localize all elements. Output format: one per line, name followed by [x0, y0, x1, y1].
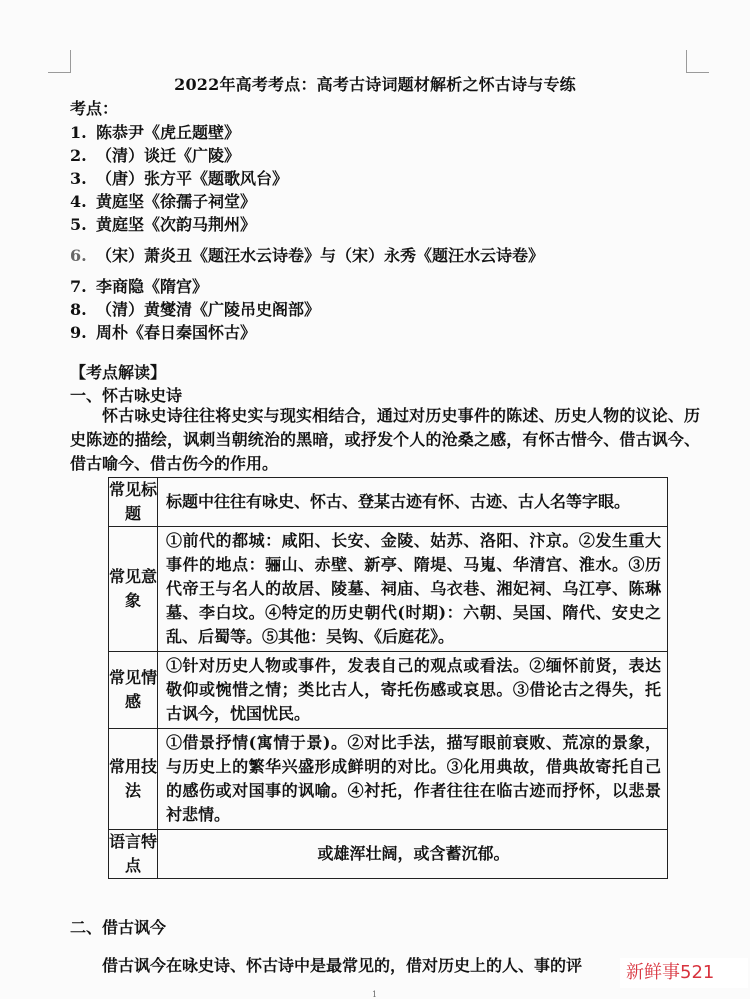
table-value-cell: ①针对历史人物或事件，发表自己的观点或看法。②缅怀前贤，表达敬仰或惋惜之情；类比古人，寄托伤感或哀思。③借论古之得失，托古讽今，忧国忧民。: [158, 652, 668, 729]
list-item-text: （宋）萧炎丑《题汪水云诗卷》与（宋）永秀《题汪水云诗卷》: [96, 246, 545, 265]
list-item-number: 2.: [70, 146, 87, 165]
kaodian-heading: 考点：: [70, 99, 119, 118]
interpretation-heading: 【考点解读】: [70, 363, 167, 382]
list-item: [70, 320, 256, 343]
table-row: [109, 652, 668, 729]
section-heading: 二、借古讽今: [70, 918, 167, 937]
list-item: [70, 243, 544, 266]
list-item: [70, 166, 288, 189]
table-key-cell: 常用技法: [109, 729, 158, 830]
list-item-text: 黄庭坚《次韵马荆州》: [96, 215, 257, 234]
list-item: [70, 274, 208, 297]
list-item-number: 7.: [70, 277, 87, 296]
list-item-text: （唐）张方平《题歌风台》: [96, 169, 289, 188]
table-value-cell: 或雄浑壮阔，或含蓄沉郁。: [158, 830, 668, 879]
watermark: 新鲜事521: [620, 958, 748, 988]
list-item-text: （清）黄燮清《广陵吊史阁部》: [96, 300, 321, 319]
list-item-text: （清）谈迁《广陵》: [96, 146, 241, 165]
poetry-feature-table: [108, 477, 668, 879]
list-item: [70, 120, 240, 143]
table-key-cell: 常见标题: [109, 478, 158, 527]
list-item: [70, 189, 256, 212]
section-paragraph: 怀古咏史诗往往将史实与现实相结合，通过对历史事件的陈述、历史人物的议论、历史陈迹的描绘，讽刺当朝统治的黑暗，或抒发个人的沧桑之感，有怀古惜今、借古讽今、借古喻今、借古伤今的作用。: [70, 406, 700, 473]
table-row: [109, 478, 668, 527]
crop-mark-top-left: [48, 50, 71, 73]
list-item: [70, 143, 240, 166]
section-paragraph: 借古讽今在咏史诗、怀古诗中是最常见的，借对历史上的人、事的评: [102, 956, 583, 975]
table-key-cell: 语言特点: [109, 830, 158, 879]
list-item-number: 5.: [70, 215, 87, 234]
table-value-cell: ①借景抒情(寓情于景)。②对比手法，描写眼前衰败、荒凉的景象，与历史上的繁华兴盛形成鲜明的对比。③化用典故，借典故寄托自己的感伤或对国事的讽喻。④衬托，作者往往在临古迹而抒怀，以悲景衬悲情。: [158, 729, 668, 830]
list-item-number: 3.: [70, 169, 87, 188]
table-row: [109, 729, 668, 830]
list-item-text: 李商隐《隋宫》: [96, 277, 209, 296]
list-item-number: 1.: [70, 123, 87, 142]
page-number: 1: [372, 990, 378, 999]
table-row: [109, 527, 668, 652]
table-value-cell: ①前代的都城：咸阳、长安、金陵、姑苏、洛阳、汴京。②发生重大事件的地点：骊山、赤壁、新亭、隋堤、马嵬、华清宫、淮水。③历代帝王与名人的故居、陵墓、祠庙、乌衣巷、湘妃祠、乌江亭、陈琳墓、李白坟。④特定的历史朝代(时期)：六朝、吴国、隋代、安史之乱、后蜀等。⑤其他：吴钩、《后庭花》。: [158, 527, 668, 652]
table-key-cell: 常见意象: [109, 527, 158, 652]
list-item-text: 陈恭尹《虎丘题壁》: [96, 123, 241, 142]
list-item-text: 黄庭坚《徐孺子祠堂》: [96, 192, 257, 211]
list-item: [70, 297, 320, 320]
document-title: 2022年高考考点：高考古诗词题材解析之怀古诗与专练: [174, 75, 576, 94]
crop-mark-top-right: [686, 50, 709, 73]
list-item-number: 9.: [70, 323, 87, 342]
table-row: [109, 830, 668, 879]
list-item-number: 8.: [70, 300, 87, 319]
list-item-text: 周朴《春日秦国怀古》: [96, 323, 257, 342]
table-value-cell: 标题中往往有咏史、怀古、登某古迹有怀、古迹、古人名等字眼。: [158, 478, 668, 527]
table-key-cell: 常见情感: [109, 652, 158, 729]
list-item: [70, 212, 256, 235]
list-item-number: 4.: [70, 192, 87, 211]
list-item-number: 6.: [70, 246, 87, 265]
section-heading: 一、怀古咏史诗: [70, 386, 183, 405]
